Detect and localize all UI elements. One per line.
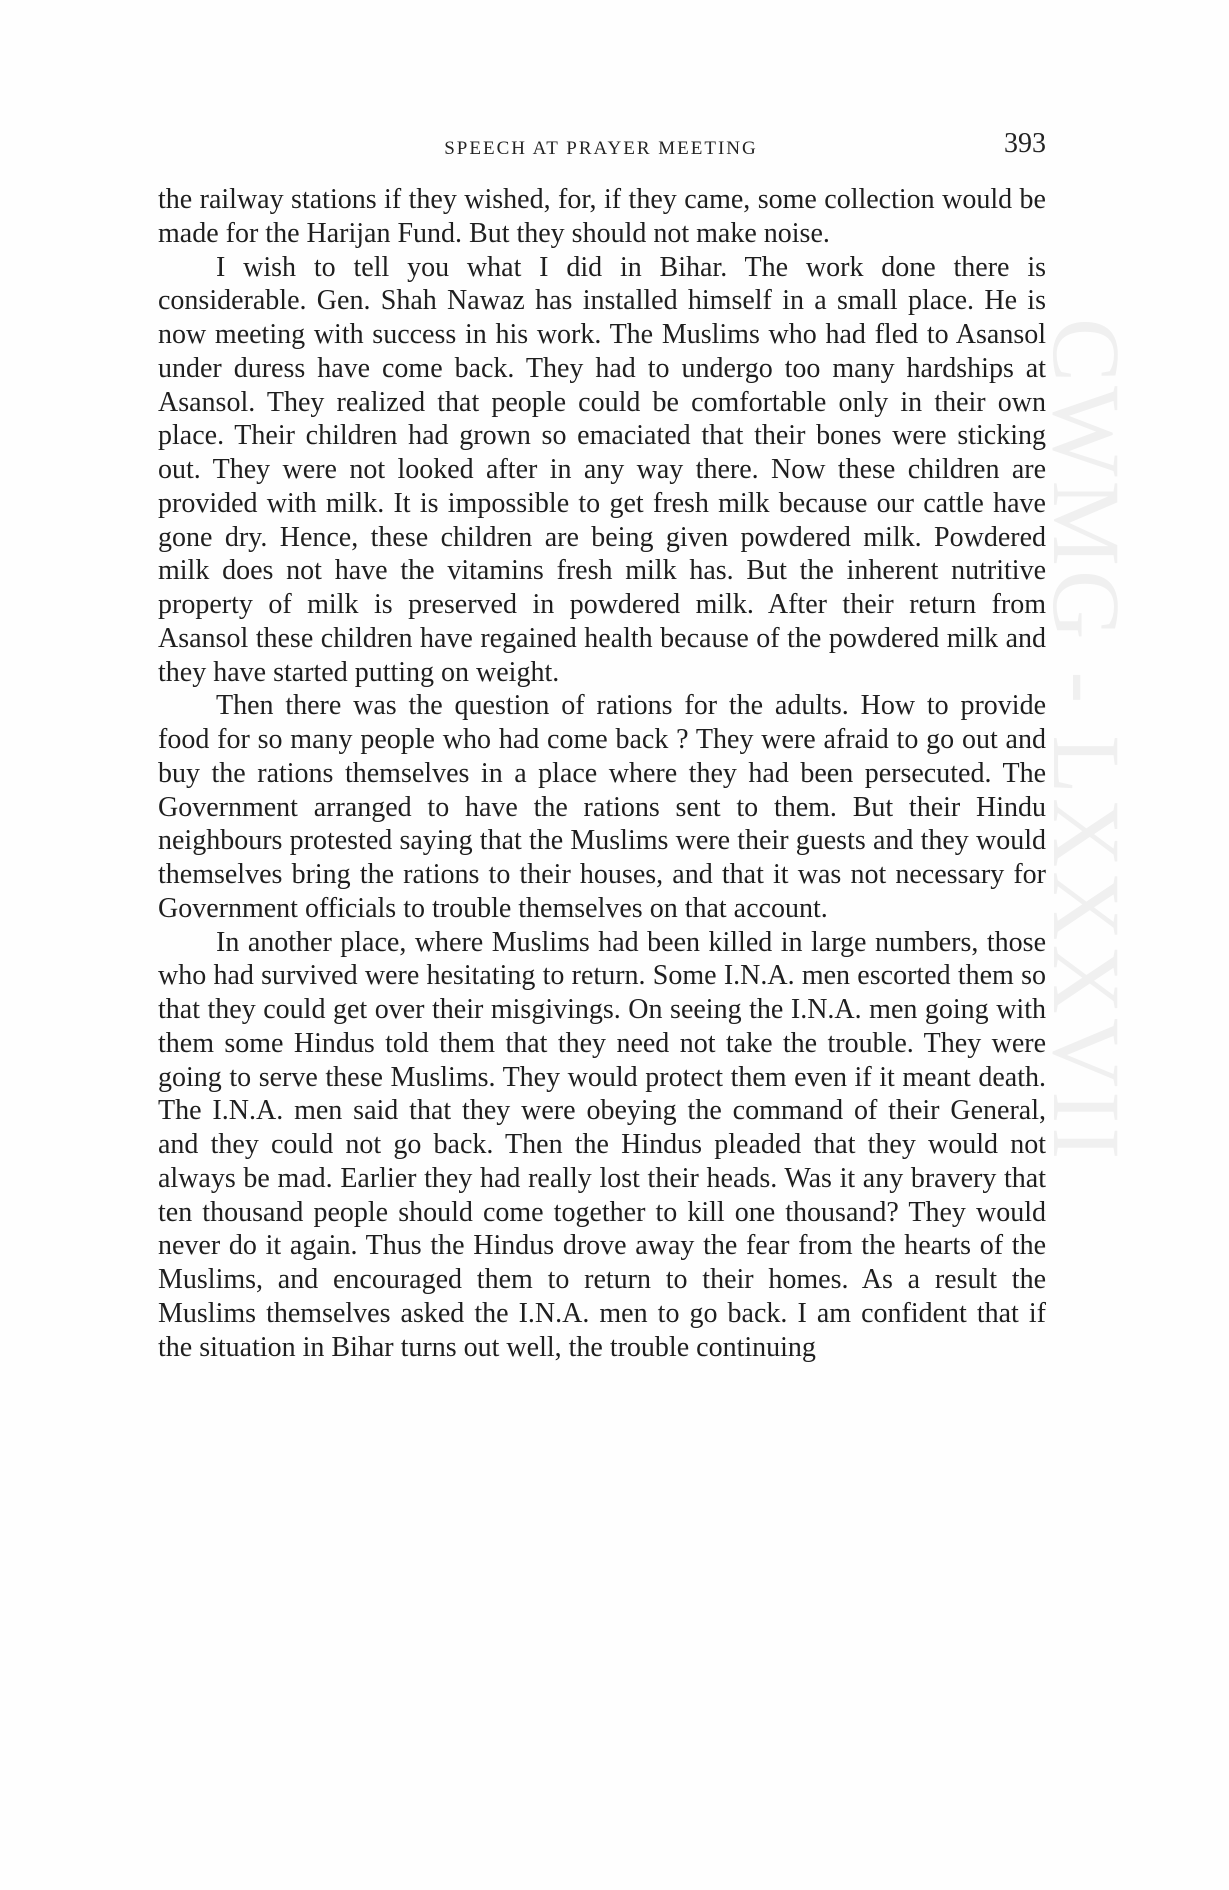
body-text: [158, 183, 1046, 1364]
paragraph-bihar-work: I wish to tell you what I did in Bihar. The work done there is considerable. Gen. Shah Nawaz has installed himself in a small place. He is now meeting with success in his work. The Muslims who had fled to Asansol under duress have come back. They had to undergo too many hardships at Asansol. They realized that people could be comfortable only in their own place. Their children had grown so emaciated that their bones were sticking out. They were not looked after in any way there. Now these children are provided with milk. It is impossible to get fresh milk because our cattle have gone dry. Hence, these children are being given powdered milk. Powdered milk does not have the vitamins fresh milk has. But the inherent nutritive property of milk is preserved in powdered milk. After their return from Asansol these children have regained health because of the powdered milk and they have started putting on weight.: [158, 251, 1046, 688]
page-number: 393: [1004, 128, 1046, 159]
watermark: [1033, 318, 1142, 1568]
paragraph-continued: the railway stations if they wished, for, if they came, some collection would be made for the Harijan Fund. But they should not make noise.: [158, 184, 1046, 249]
paragraph-ina-escort: In another place, where Muslims had been killed in large numbers, those who had survived were hesitating to return. Some I.N.A. men escorted them so that they could get over their misgivings. On seeing the I.N.A. men going with them some Hindus told them that they need not take the trouble. They were going to serve these Muslims. They would protect them even if it meant death. The I.N.A. men said that they were obeying the command of their General, and they could not go back. Then the Hindus pleaded that they would not always be mad. Earlier they had really lost their heads. Was it any bravery that ten thousand people should come together to kill one thousand? They would never do it again. Thus the Hindus drove away the fear from the hearts of the Muslims, and encouraged them to return to their homes. As a result the Muslims themselves asked the I.N.A. men to go back. I am confident that if the situation in Bihar turns out well, the trouble continuing: [158, 926, 1046, 1363]
paragraph-rations: Then there was the question of rations for the adults. How to provide food for so many people who had come back ? They were afraid to go out and buy the rations themselves in a place where they had been persecuted. The Government arranged to have the rations sent to them. But their Hindu neighbours protested saying that the Muslims were their guests and they would themselves bring the rations to their houses, and that it was not necessary for Government officials to trouble themselves on that account.: [158, 690, 1046, 924]
running-head: [156, 128, 1046, 168]
running-title: SPEECH AT PRAYER MEETING: [444, 138, 758, 159]
watermark-text: CWMG - LXXXVII: [1033, 318, 1140, 1164]
